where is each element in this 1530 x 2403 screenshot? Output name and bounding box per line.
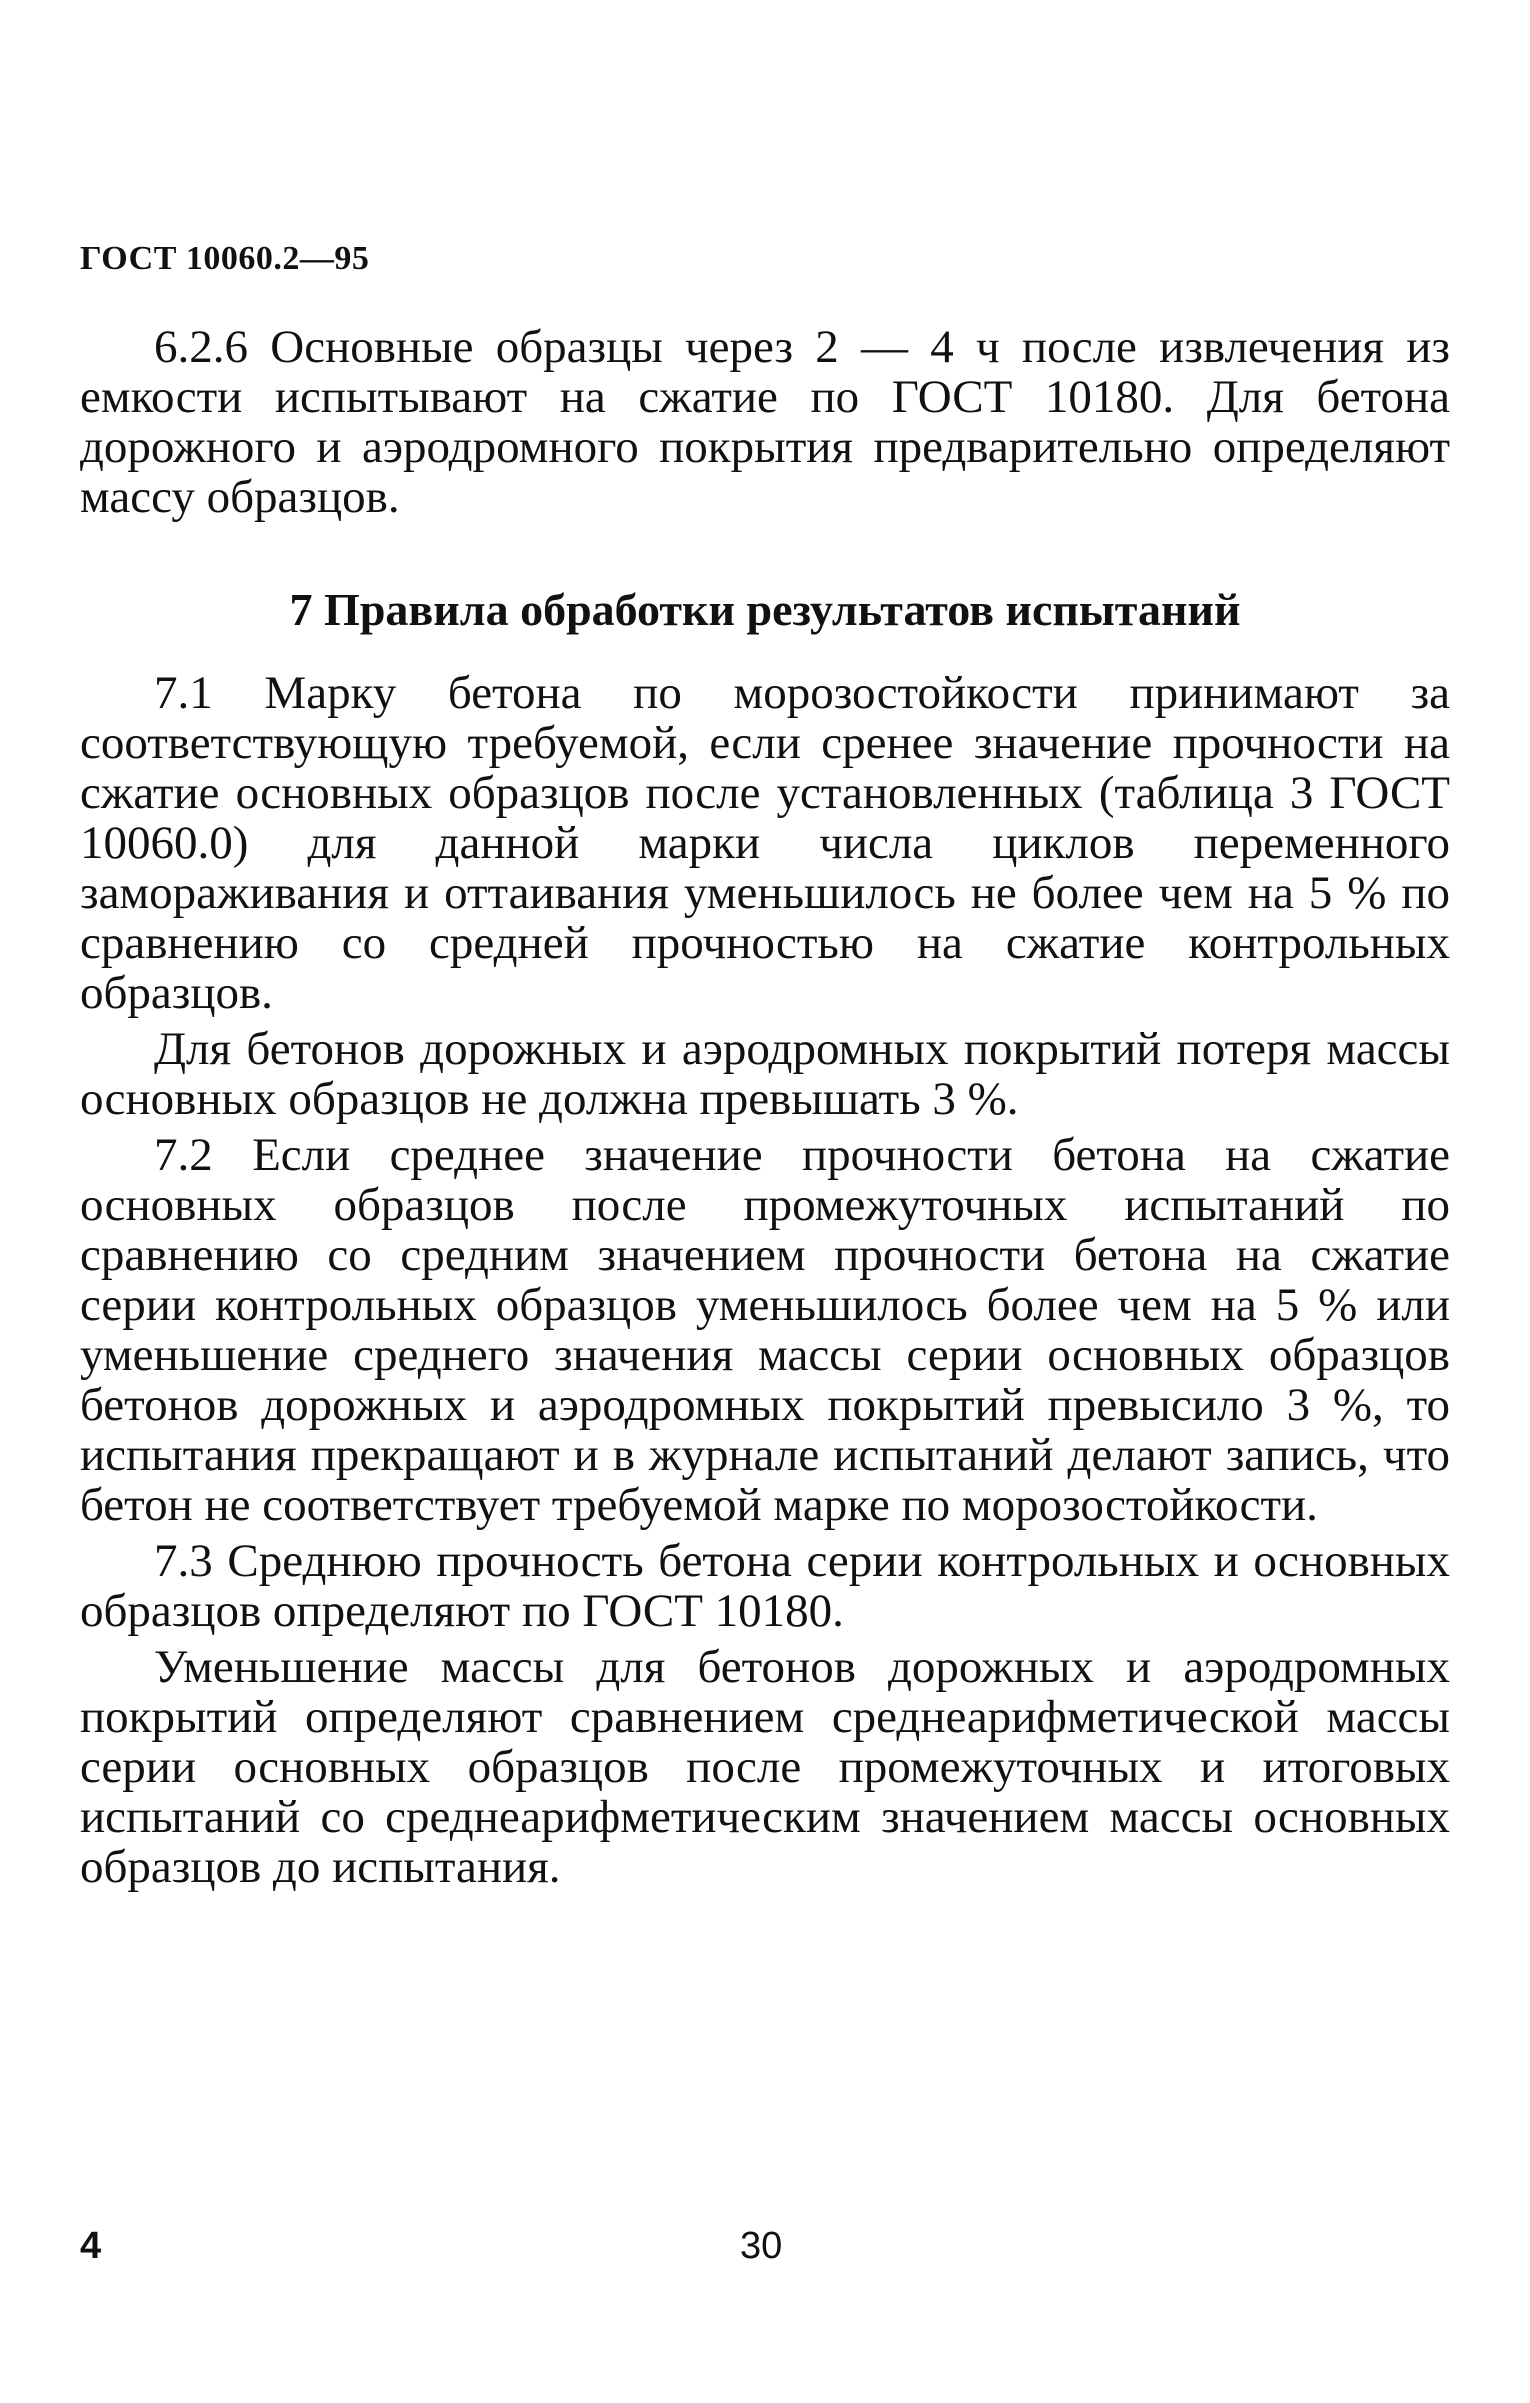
section-7-body xyxy=(80,668,1450,1898)
paragraph-7-3: 7.3 Среднюю прочность бетона серии контрольных и основных образцов определяют по ГОСТ 10180. xyxy=(80,1535,1450,1637)
page-number: 30 xyxy=(740,2225,783,2267)
paragraph-7-1-note: Для бетонов дорожных и аэродромных покрытий потеря массы основных образцов не должна превышать 3 %. xyxy=(80,1023,1450,1125)
paragraph-7-1: 7.1 Марку бетона по морозостойкости принимают за соответствующую требуемой, если сренее значение прочности на сжатие основных образцов после установленных (таблица 3 ГОСТ 10060.0) для данной марки числа циклов переменного замораживания и оттаивания уменьшилось не более чем на 5 % по сравнению со средней прочностью на сжатие контрольных образцов. xyxy=(80,667,1450,1019)
paragraph-7-3-note: Уменьшение массы для бетонов дорожных и аэродромных покрытий определяют сравнением среднеарифметической массы серии основных образцов после промежуточных и итоговых испытаний со среднеарифметическим значением массы основных образцов до испытания. xyxy=(80,1641,1450,1893)
footer-left-mark: 4 xyxy=(80,2225,102,2267)
paragraph-6-2-6 xyxy=(80,322,1450,522)
paragraph-7-2: 7.2 Если среднее значение прочности бетона на сжатие основных образцов после промежуточных испытаний по сравнению со средним значением прочности бетона на сжатие серии контрольных образцов уменьшилось более чем на 5 % или уменьшение среднего значения массы серии основных образцов бетонов дорожных и аэродромных покрытий превысило 3 %, то испытания прекращают и в журнале испытаний делают запись, что бетон не соответствует требуемой марке по морозостойкости. xyxy=(80,1129,1450,1531)
document-header: ГОСТ 10060.2—95 xyxy=(80,240,370,277)
section-7-heading: 7 Правила обработки результатов испытаний xyxy=(289,584,1241,635)
paragraph-text: 6.2.6 Основные образцы через 2 — 4 ч после извлечения из емкости испытывают на сжатие по ГОСТ 10180. Для бетона дорожного и аэродромного покрытия предварительно определяют массу образцов. xyxy=(80,321,1450,523)
